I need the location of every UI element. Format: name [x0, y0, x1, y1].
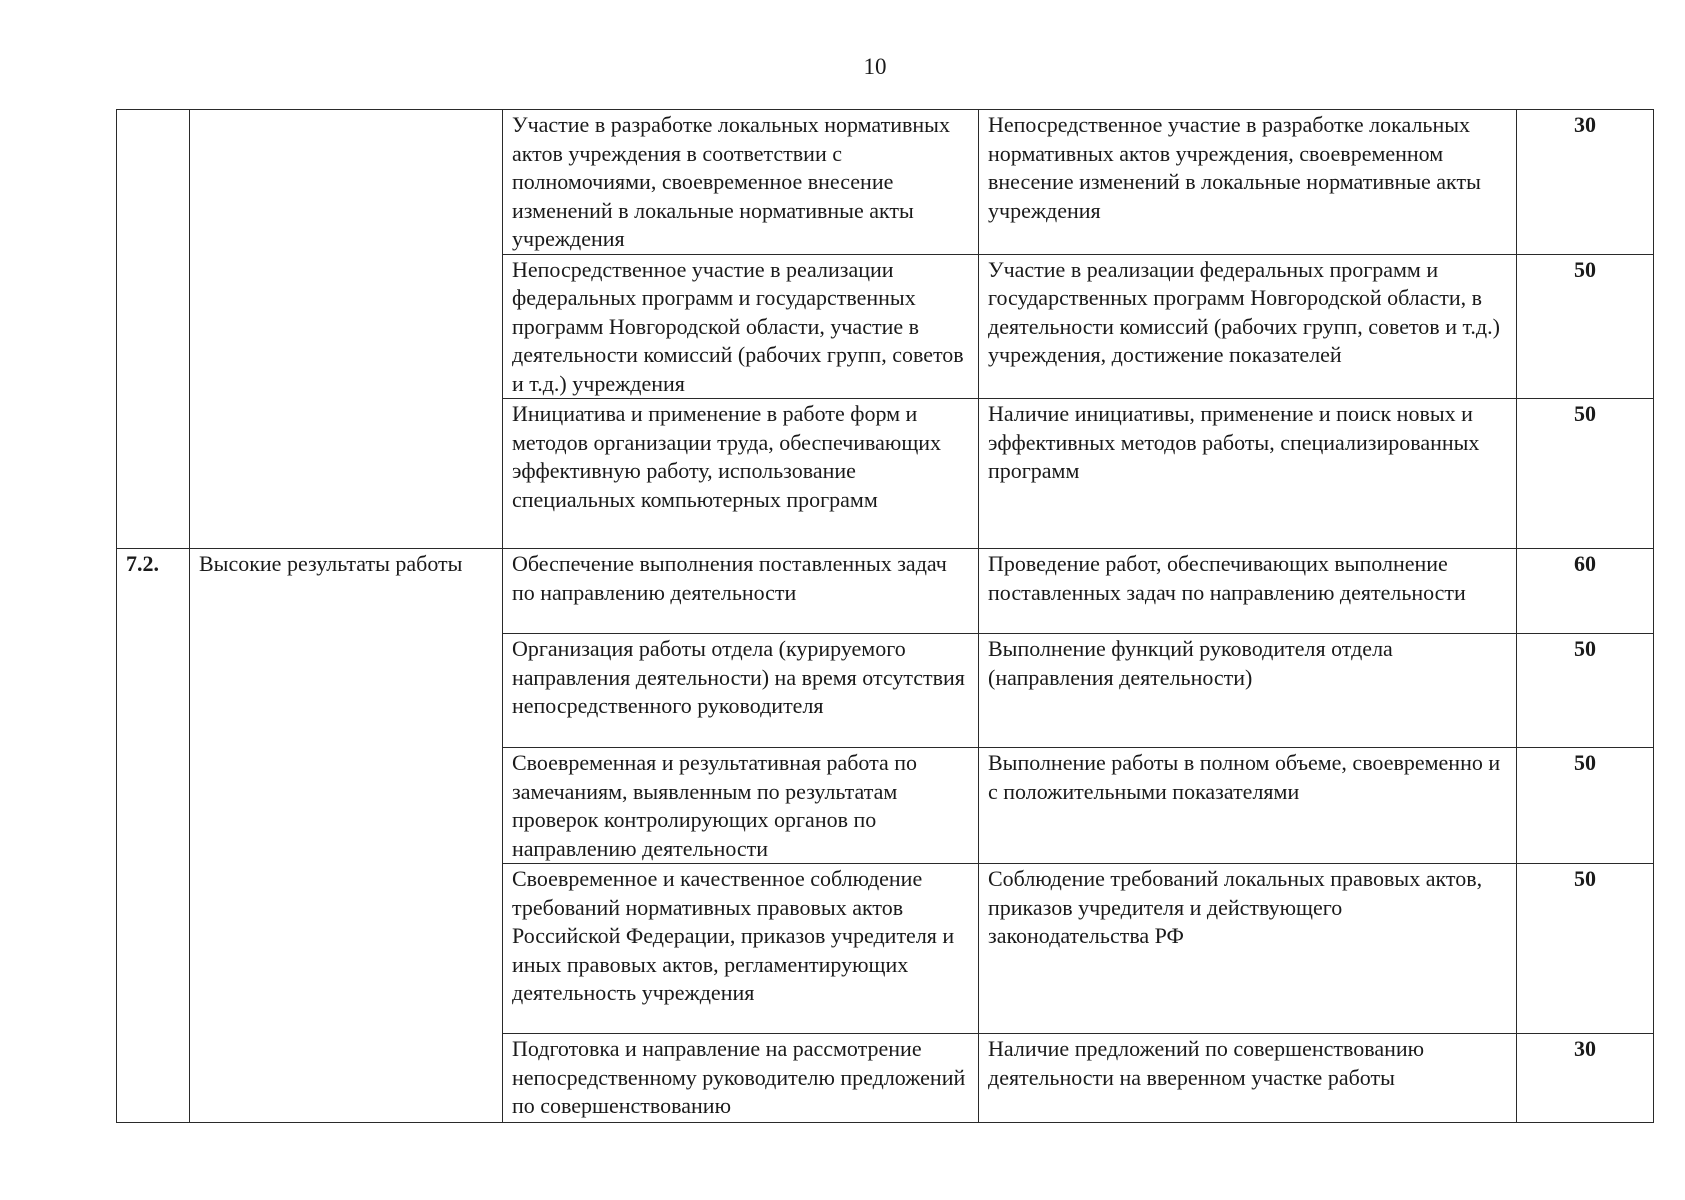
criterion-cell: Организация работы отдела (курируемого направления деятельности) на время отсутствия непосредственного руководителя — [503, 634, 979, 748]
criterion-cell: Своевременное и качественное соблюдение требований нормативных правовых актов Российской Федерации, приказов учредителя и иных правовых актов, регламентирующих деятельность учреждения — [503, 864, 979, 1034]
condition-cell: Непосредственное участие в разработке локальных нормативных актов учреждения, своевременном внесение изменений в локальные нормативные акты учреждения — [979, 110, 1517, 255]
criterion-cell: Инициатива и применение в работе форм и методов организации труда, обеспечивающих эффективную работу, использование специальных компьютерных программ — [503, 399, 979, 549]
score-cell: 30 — [1517, 110, 1654, 255]
score-cell: 30 — [1517, 1034, 1654, 1123]
condition-cell: Проведение работ, обеспечивающих выполнение поставленных задач по направлению деятельности — [979, 549, 1517, 634]
group-name-cell — [190, 110, 503, 549]
criterion-cell: Подготовка и направление на рассмотрение непосредственному руководителю предложений по совершенствованию — [503, 1034, 979, 1123]
group-name-cell: Высокие результаты работы — [190, 549, 503, 1123]
page-number: 10 — [863, 54, 887, 79]
table-row — [117, 549, 1654, 634]
criterion-cell: Непосредственное участие в реализации федеральных программ и государственных программ Новгородской области, участие в деятельности комиссий (рабочих групп, советов и т.д.) учреждения — [503, 254, 979, 399]
score-cell: 60 — [1517, 549, 1654, 634]
group-number-cell — [117, 110, 190, 549]
score-cell: 50 — [1517, 748, 1654, 864]
condition-cell: Выполнение функций руководителя отдела (направления деятельности) — [979, 634, 1517, 748]
condition-cell: Соблюдение требований локальных правовых актов, приказов учредителя и действующего законодательства РФ — [979, 864, 1517, 1034]
criterion-cell: Обеспечение выполнения поставленных задач по направлению деятельности — [503, 549, 979, 634]
criterion-cell: Участие в разработке локальных нормативных актов учреждения в соответствии с полномочиями, своевременное внесение изменений в локальные нормативные акты учреждения — [503, 110, 979, 255]
group-number-cell: 7.2. — [117, 549, 190, 1123]
table-row — [117, 110, 1654, 255]
condition-cell: Участие в реализации федеральных программ и государственных программ Новгородской области, в деятельности комиссий (рабочих групп, советов и т.д.) учреждения, достижение показателей — [979, 254, 1517, 399]
criterion-cell: Своевременная и результативная работа по замечаниям, выявленным по результатам проверок контролирующих органов по направлению деятельности — [503, 748, 979, 864]
condition-cell: Наличие предложений по совершенствованию деятельности на вверенном участке работы — [979, 1034, 1517, 1123]
score-cell: 50 — [1517, 634, 1654, 748]
score-cell: 50 — [1517, 864, 1654, 1034]
score-cell: 50 — [1517, 399, 1654, 549]
score-cell: 50 — [1517, 254, 1654, 399]
condition-cell: Выполнение работы в полном объеме, своевременно и с положительными показателями — [979, 748, 1517, 864]
condition-cell: Наличие инициативы, применение и поиск новых и эффективных методов работы, специализированных программ — [979, 399, 1517, 549]
criteria-table — [116, 109, 1654, 1123]
